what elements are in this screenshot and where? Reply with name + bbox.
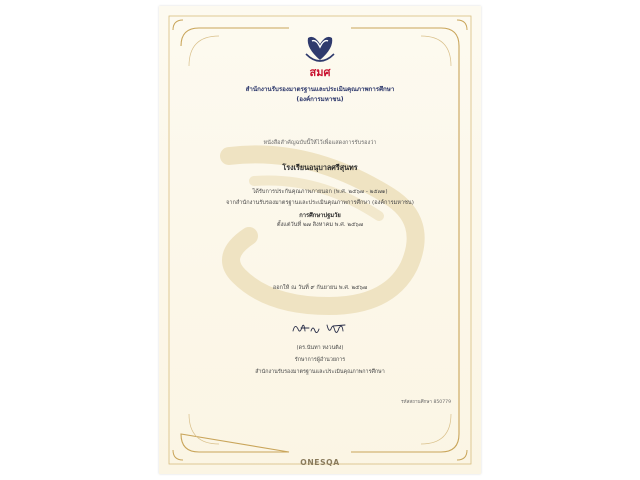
organization-name: สำนักงานรับรองมาตรฐานและประเมินคุณภาพการศึกษา (245, 86, 395, 93)
certificate-intro: หนังสือสำคัญฉบับนี้ให้ไว้เพื่อแสดงการรับรองว่า (263, 140, 377, 146)
signatory-organization: สำนักงานรับรองมาตรฐานและประเมินคุณภาพการศึกษา (255, 369, 385, 375)
assessing-agency: จากสำนักงานรับรองมาตรฐานและประเมินคุณภาพการศึกษา (องค์การมหาชน) (226, 200, 414, 206)
school-name: โรงเรียนอนุบาลศรีสุนทร (282, 163, 358, 172)
signature-image (287, 319, 353, 339)
education-level: การศึกษาปฐมวัย (299, 213, 341, 219)
issue-date: ออกให้ ณ วันที่ ๙ กันยายน พ.ศ. ๒๕๖๗ (272, 285, 368, 291)
assessment-period: ได้รับการประกันคุณภาพภายนอก (พ.ศ. ๒๕๖๗ - ๒๕๗๑) (252, 189, 388, 195)
signatory-name: (ดร.นันทา หงวนติง) (296, 345, 344, 351)
onesqa-logo-icon (300, 30, 340, 80)
certificate-document (159, 6, 481, 474)
effective-date: ตั้งแต่วันที่ ๒๗ สิงหาคม พ.ศ. ๒๕๖๗ (276, 222, 364, 228)
signatory-title: รักษาการผู้อำนวยการ (294, 357, 346, 363)
school-code: รหัสสถานศึกษา 850779 (401, 400, 451, 405)
organization-type: (องค์การมหาชน) (296, 96, 344, 103)
footer-brand: ONESQA (300, 458, 340, 467)
logo-acronym: สมศ (309, 66, 331, 79)
